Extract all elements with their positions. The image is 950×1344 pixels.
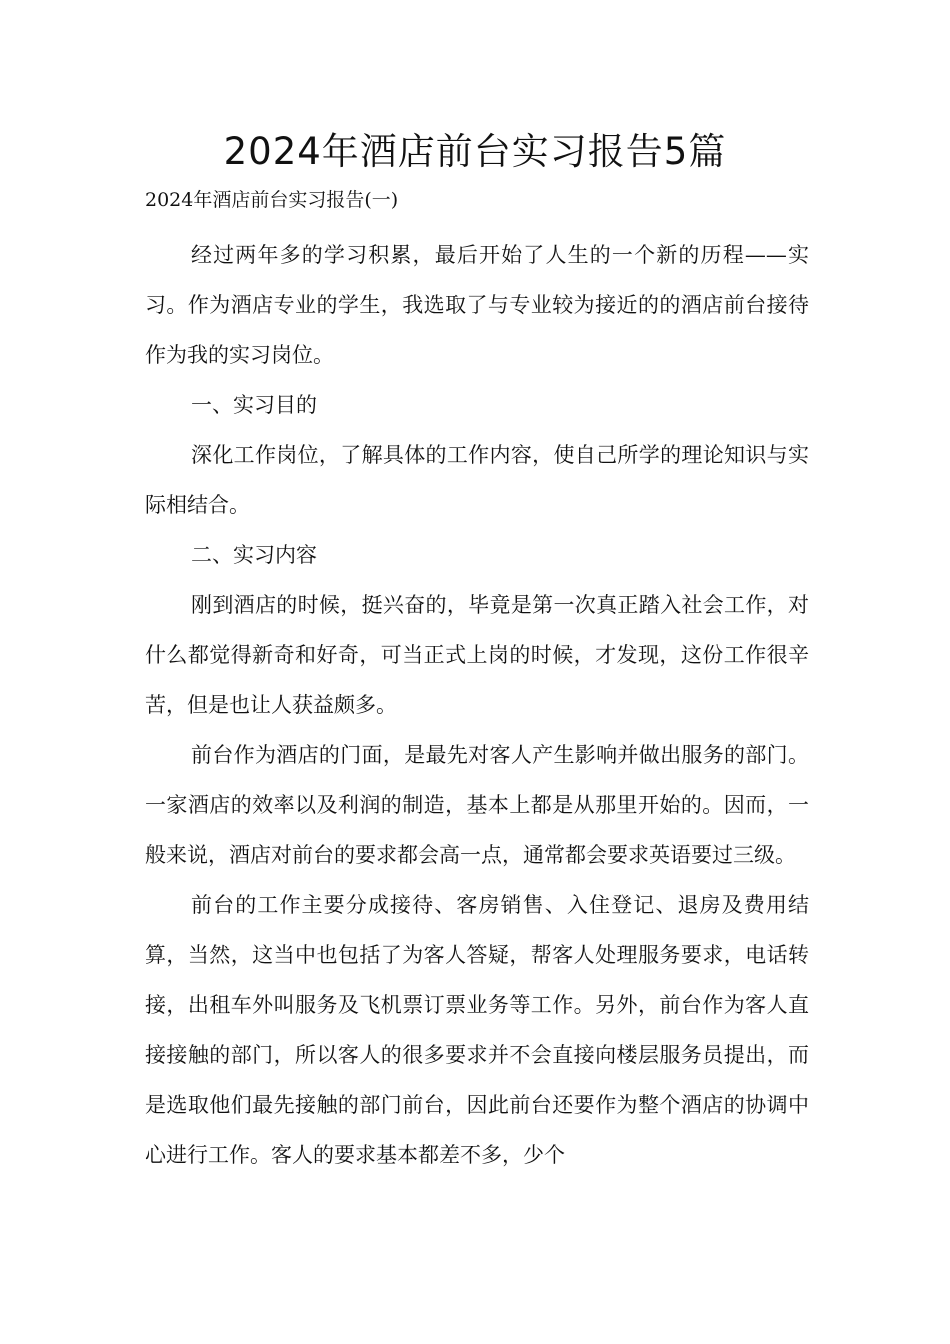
document-title: 2024年酒店前台实习报告5篇: [223, 130, 727, 173]
paragraph-front-desk-duties: 前台的工作主要分成接待、客房销售、入住登记、退房及费用结算，当然，这当中也包括了为客人答疑，帮客人处理服务要求，电话转接，出租车外叫服务及飞机票订票业务等工作。另外，前台作为客人直接接触的部门，所以客人的很多要求并不会直接向楼层服务员提出，而是选取他们最先接触的部门前台，因此前台还要作为整个酒店的协调中心进行工作。客人的要求基本都差不多，少个: [145, 893, 809, 1167]
section-heading-content: 二、实习内容: [191, 543, 317, 567]
paragraph-intro: 经过两年多的学习积累，最后开始了人生的一个新的历程——实习。作为酒店专业的学生，我选取了与专业较为接近的的酒店前台接待作为我的实习岗位。: [145, 243, 809, 367]
paragraph-first-days: 刚到酒店的时候，挺兴奋的，毕竟是第一次真正踏入社会工作，对什么都觉得新奇和好奇，可当正式上岗的时候，才发现，这份工作很辛苦，但是也让人获益颇多。: [145, 593, 809, 717]
paragraph-front-desk-role: 前台作为酒店的门面，是最先对客人产生影响并做出服务的部门。一家酒店的效率以及利润的制造，基本上都是从那里开始的。因而，一般来说，酒店对前台的要求都会高一点，通常都会要求英语要过三级。: [145, 743, 809, 867]
paragraph-purpose: 深化工作岗位，了解具体的工作内容，使自己所学的理论知识与实际相结合。: [145, 443, 809, 517]
section-heading-purpose: 一、实习目的: [191, 393, 317, 417]
document-subtitle: 2024年酒店前台实习报告(一): [145, 189, 399, 211]
document-body: [145, 230, 809, 1180]
